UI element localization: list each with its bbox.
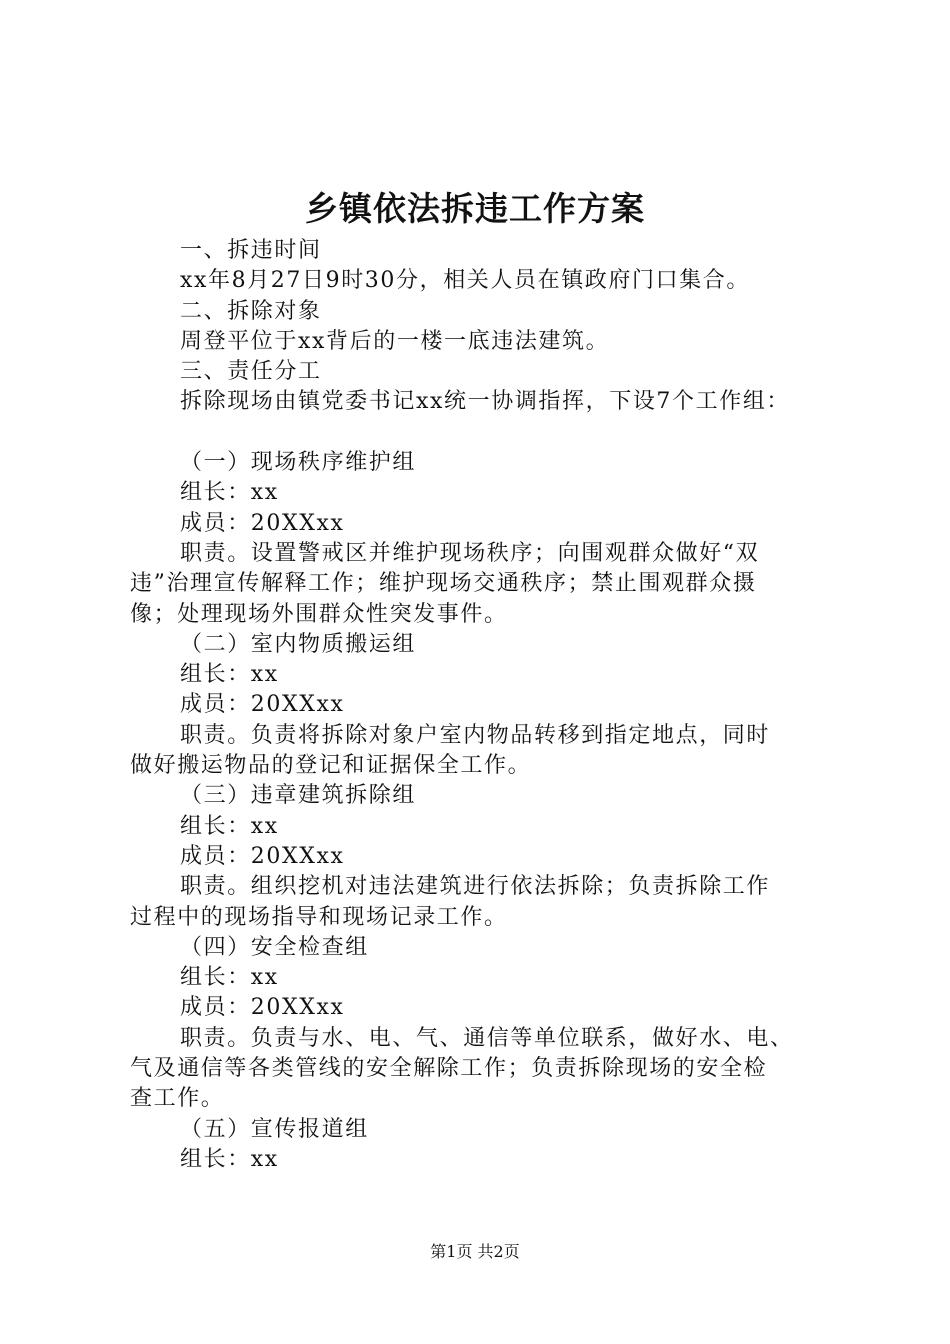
- text-line: （二）室内物质搬运组: [180, 631, 417, 657]
- text-line: （四）安全检查组: [180, 934, 369, 960]
- page-footer: 第1页 共2页: [430, 1242, 520, 1261]
- text-line: 职责。负责与水、电、气、通信等单位联系，做好水、电、: [180, 1025, 794, 1051]
- text-line: 做好搬运物品的登记和证据保全工作。: [130, 753, 532, 779]
- text-line: （三）违章建筑拆除组: [180, 783, 417, 809]
- document-body: [130, 236, 842, 1175]
- text-line: 组长：xx: [180, 480, 279, 506]
- text-line: 三、责任分工: [180, 359, 322, 385]
- text-line: 职责。设置警戒区并维护现场秩序；向围观群众做好“双: [180, 540, 760, 566]
- text-line: 周登平位于xx背后的一楼一底违法建筑。: [180, 328, 610, 354]
- document-title: 乡镇依法拆违工作方案: [305, 189, 645, 228]
- text-line: （一）现场秩序维护组: [180, 450, 417, 476]
- text-line: 违”治理宣传解释工作；维护现场交通秩序；禁止围观群众摄: [130, 571, 757, 597]
- text-line: 二、拆除对象: [180, 298, 322, 324]
- text-line: 成员：20XXxx: [180, 843, 345, 869]
- text-line: 气及通信等各类管线的安全解除工作；负责拆除现场的安全检: [130, 1056, 768, 1082]
- text-line: 一、拆违时间: [180, 238, 322, 263]
- text-line: 成员：20XXxx: [180, 995, 345, 1021]
- text-line: 查工作。: [130, 1086, 225, 1112]
- text-line: （五）宣传报道组: [180, 1116, 369, 1142]
- text-line: 成员：20XXxx: [180, 692, 345, 718]
- text-line: 像；处理现场外围群众性突发事件。: [130, 601, 508, 627]
- text-line: 职责。组织挖机对违法建筑进行依法拆除；负责拆除工作: [180, 874, 771, 900]
- text-line: 过程中的现场指导和现场记录工作。: [130, 904, 508, 930]
- text-line: 成员：20XXxx: [180, 510, 345, 536]
- text-line: 拆除现场由镇党委书记xx统一协调指挥，下设7个工作组：: [180, 389, 791, 415]
- text-line: 组长：xx: [180, 662, 279, 688]
- text-line: 职责。负责将拆除对象户室内物品转移到指定地点，同时: [180, 722, 771, 748]
- text-line: 组长：xx: [180, 1146, 279, 1172]
- blank-line: [130, 418, 842, 448]
- text-line: 组长：xx: [180, 965, 279, 991]
- text-line: xx年8月27日9时30分，相关人员在镇政府门口集合。: [180, 268, 750, 294]
- text-line: 组长：xx: [180, 813, 279, 839]
